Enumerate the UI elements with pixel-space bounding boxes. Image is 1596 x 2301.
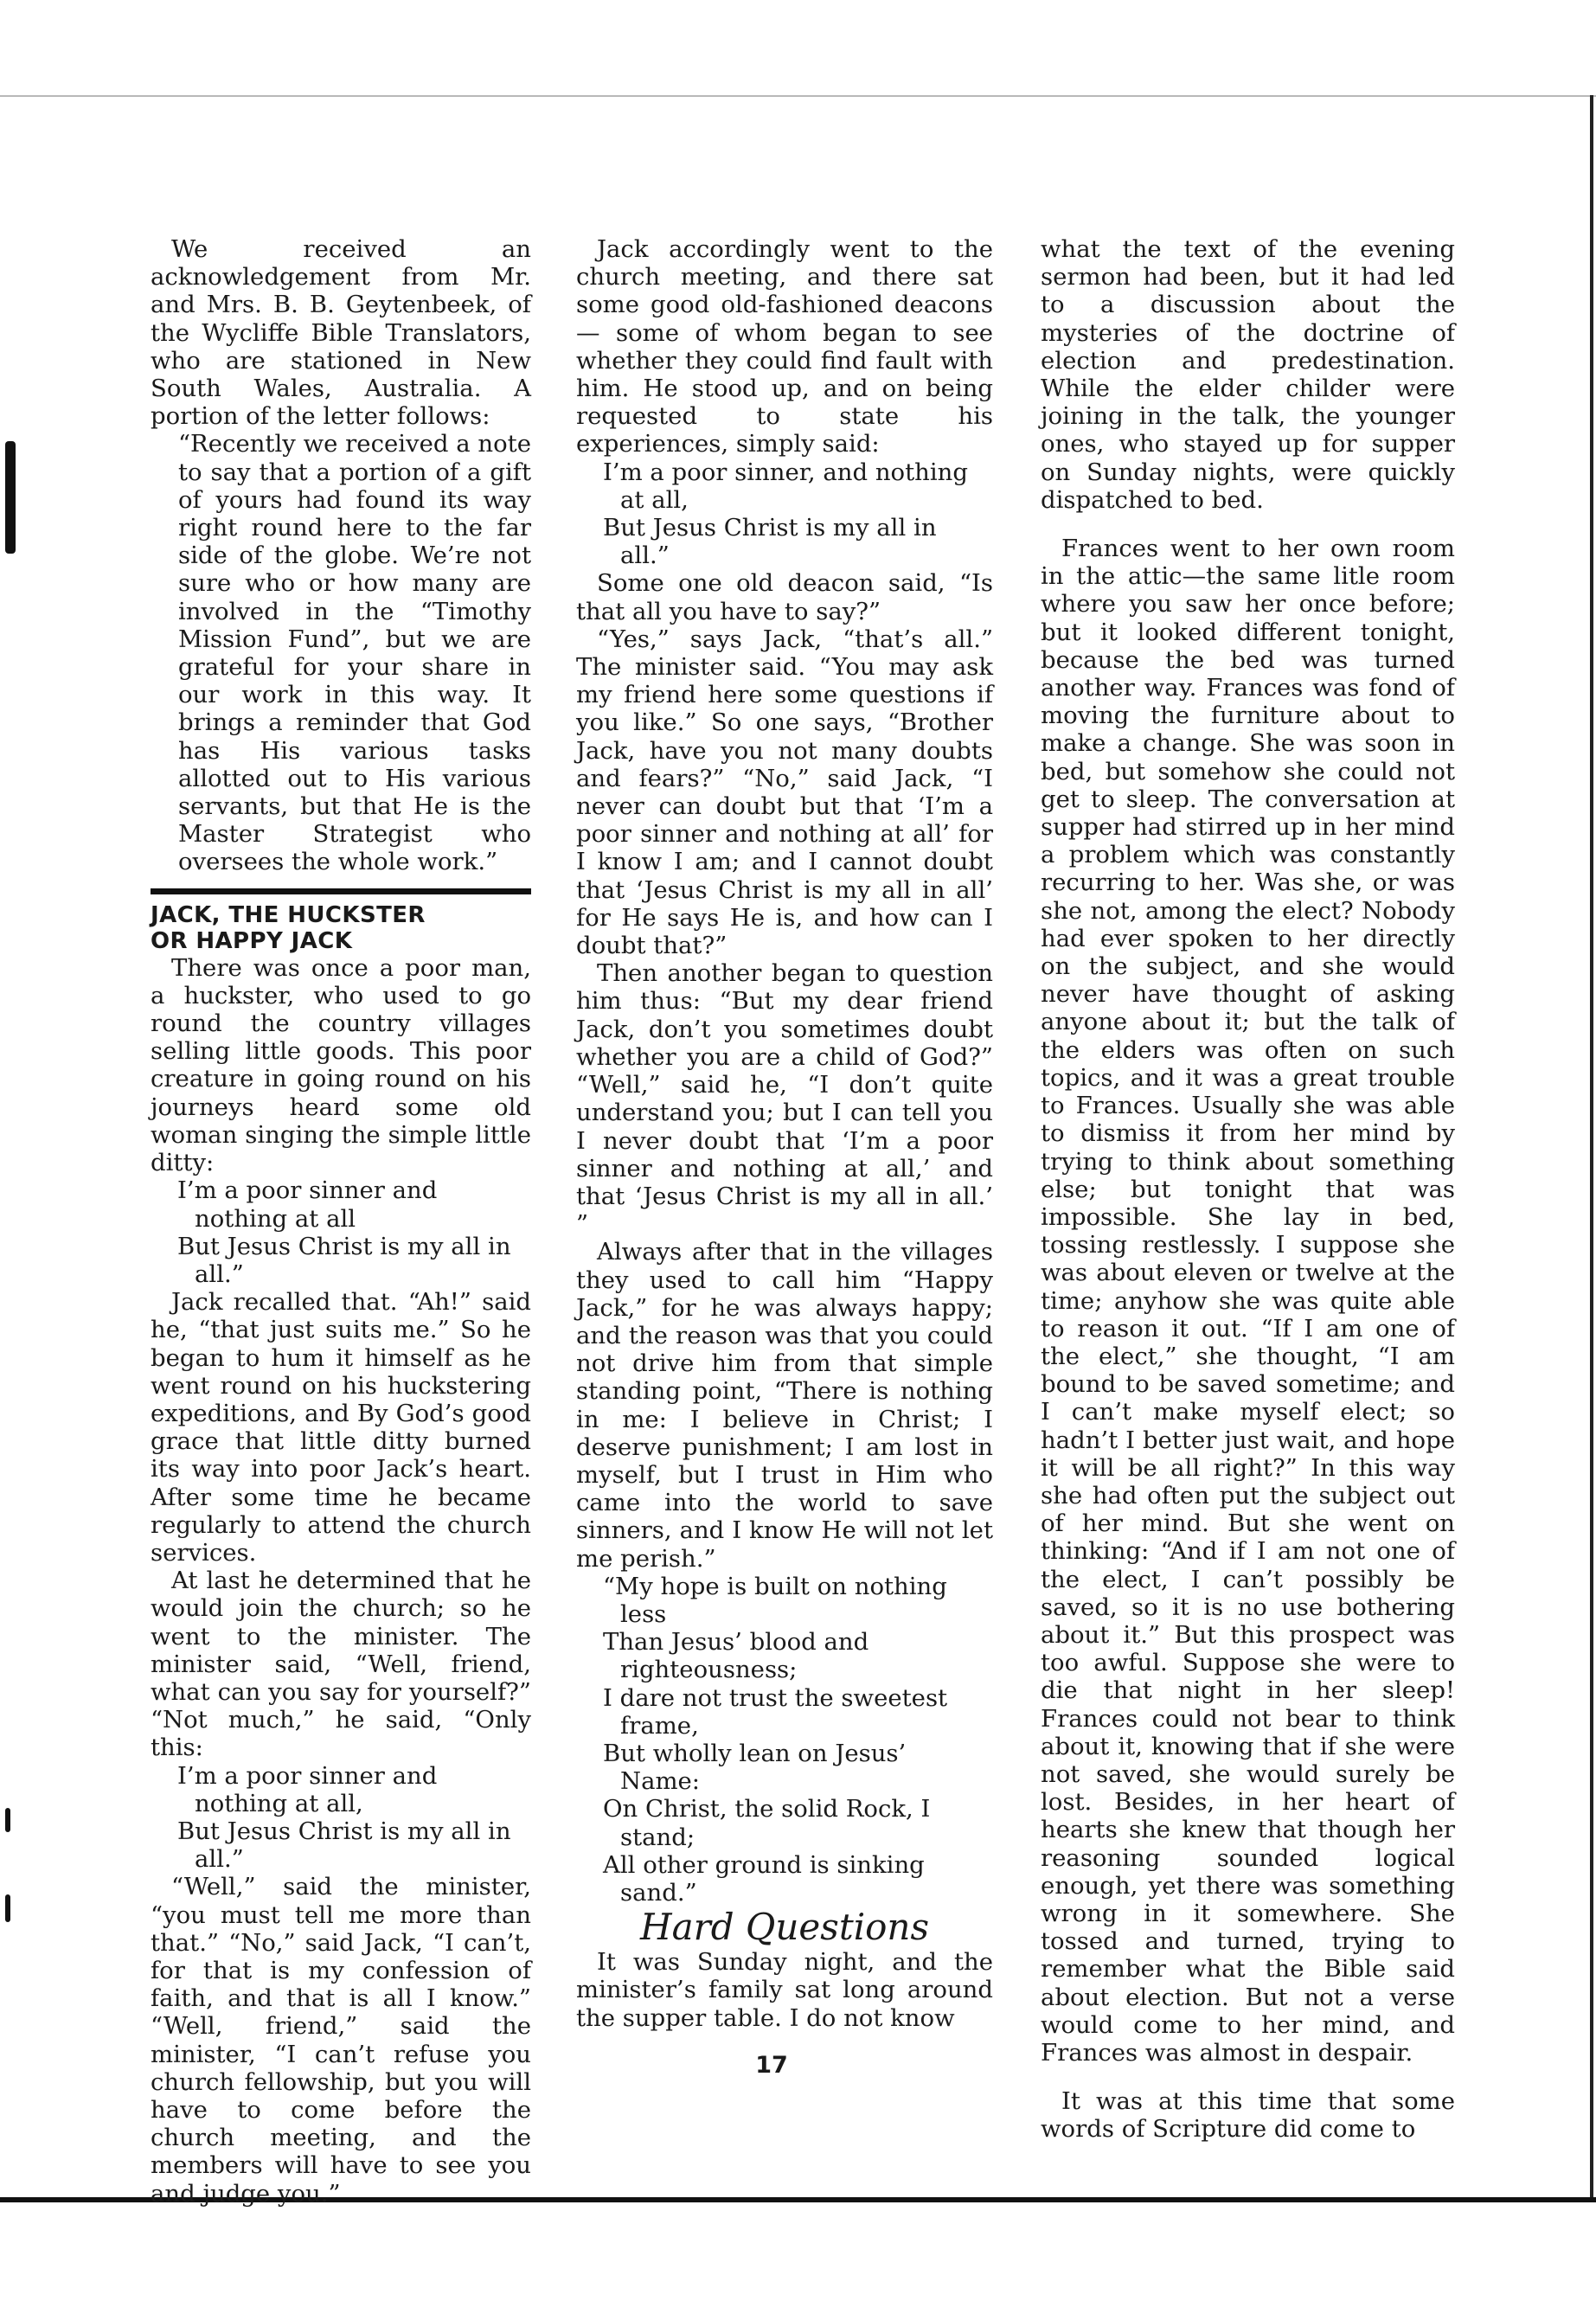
page-number: 17 — [755, 2052, 788, 2079]
story-paragraph: Jack recalled that. “Ah!” said he, “that just suits me.” So he began to hum it himself as he went round on his huckstering expeditions, and By God’s good grace that little ditty burned its way into poor Jack’s heart. After some time he became regularly to attend the church services. — [151, 1288, 531, 1567]
story-paragraph: “Well,” said the minister, “you must tell me more than that.” “No,” said Jack, “I can’t, for that is my confession of faith, and that is all I know.” “Well, friend,” said the minister, “I can’t refuse you church fellowship, but you will have to come before the church meeting, and the members will have to see you and judge you.” — [151, 1873, 531, 2208]
column-2 — [576, 235, 993, 2032]
story-paragraph: Frances went to her own room in the attic—the same litle room where you saw her once before; but it looked different tonight, because the bed was turned another way. Frances was fond of moving the furniture about to make a change. She was soon in bed, but somehow she could not get to sleep. The conversation at supper had stirred up in her mind a problem which was constantly recurring to her. Was she, or was she not, among the elect? Nobody had ever spoken to her directly on the subject, and she would never have thought of asking anyone about it; but the talk of the elders was often on such topics, and it was a great trouble to Frances. Usually she was able to dismiss it from her mind by trying to think about something else; but tonight that was impossible. She lay in bed, tossing restlessly. I suppose she was about eleven or twelve at the time; anyhow she was quite able to reason it out. “If I am one of the elect,” she thought, “I am bound to be saved sometime; and I can’t make myself elect; so hadn’t I better just wait, and hope it will be all right?” In this way she had often put the subject out of her mind. But she went on thinking: “And if I am not one of the elect, I can’t possibly be saved, so it is no use bothering about it.” But this prospect was too awful. Suppose she were to die that night in her sleep! Frances could not bear to think about it, knowing that if she were not saved, she would surely be lost. Besides, in her heart of hearts she knew that though her reasoning sounded logical enough, yet there was something wrong in it somewhere. She tossed and turned, trying to remember what the Bible said about election. But not a verse would come to her mind, and Frances was almost in despair. — [1041, 535, 1455, 2067]
article-heading-line-2: OR HAPPY JACK — [151, 927, 353, 954]
verse-line: I’m a poor sinner and nothing at all, — [177, 1761, 438, 1817]
verse-line: But Jesus Christ is my all in all.” — [177, 1232, 511, 1288]
verse-line: I’m a poor sinner, and nothing at all, — [603, 458, 968, 514]
story-paragraph: Jack accordingly went to the church meeting, and there sat some good old-fashioned deacons — some of whom began to see whether they could find fault with him. He stood up, and on being requested to state his experiences, simply said: — [576, 235, 993, 458]
verse-line: But Jesus Christ is my all in all.” — [603, 514, 937, 570]
story-paragraph: Some one old deacon said, “Is that all you have to say?” — [576, 569, 993, 625]
story-paragraph: “Yes,” says Jack, “that’s all.” The minister said. “You may ask my friend here some questions if you like.” So one says, “Brother Jack, have you not many doubts and fears?” “No,” said Jack, “I never can doubt but that ‘I’m a poor sinner and nothing at all’ for I know I am; and I cannot doubt that ‘Jesus Christ is my all in all’ for He says He is, and how can I doubt that?” — [576, 625, 993, 960]
binding-mark — [5, 1808, 10, 1832]
column-1 — [151, 235, 531, 2208]
page-right-border — [1590, 95, 1593, 2202]
story-paragraph: It was Sunday night, and the minister’s family sat long around the supper table. I do not know — [576, 1948, 993, 2032]
story-paragraph: There was once a poor man, a huckster, who used to go round the country villages selling little goods. This poor creature in going round on his journeys heard some old woman singing the simple little ditty: — [151, 953, 531, 1177]
hymn-line: “My hope is built on nothing less — [603, 1572, 947, 1628]
verse-line: But Jesus Christ is my all in all.” — [177, 1817, 511, 1874]
ditty-verse — [151, 1762, 531, 1874]
hymn-line: But wholly lean on Jesus’ Name: — [603, 1739, 907, 1796]
column-3 — [1041, 235, 1455, 2144]
hymn-verse — [576, 1573, 993, 1907]
story-paragraph: Then another began to question him thus: “But my dear friend Jack, don’t you sometimes doubt whether you are a child of God?” “Well,” said he, “I don’t quite understand you; but I can tell you I never doubt that ‘I’m a poor sinner and nothing at all,’ and that ‘Jesus Christ is my all in all.’ ” — [576, 959, 993, 1239]
binding-mark — [5, 1894, 10, 1922]
article-heading-line-1: JACK, THE HUCKSTER — [151, 901, 426, 928]
story-paragraph: It was at this time that some words of Scripture did come to — [1041, 2087, 1455, 2144]
letter-quote: “Recently we received a note to say that a portion of a gift of yours had found its way right round here to the far side of the globe. We’re not sure who or how many are involved in the “Timothy Mission Fund”, but we are grateful for your share in our work in this way. It brings a reminder that God has His various tasks allotted out to His various servants, but that He is the Master Strategist who oversees the whole work.” — [178, 430, 531, 876]
story-title: Hard Questions — [639, 1906, 930, 1949]
hymn-line: All other ground is sinking sand.” — [603, 1850, 925, 1907]
hymn-line: I dare not trust the sweetest frame, — [603, 1683, 948, 1740]
hymn-line: Than Jesus’ blood and righteousness; — [603, 1628, 869, 1684]
story-paragraph: At last he determined that he would join the church; so he went to the minister. The minister said, “Well, friend, what can you say for yourself?” “Not much,” he said, “Only this: — [151, 1567, 531, 1762]
verse-line: I’m a poor sinner and nothing at all — [177, 1176, 438, 1233]
ditty-verse — [576, 458, 993, 570]
hymn-line: On Christ, the solid Rock, I stand; — [603, 1795, 931, 1851]
page-top-border — [0, 95, 1596, 97]
binding-mark — [5, 441, 16, 554]
ditty-verse — [151, 1176, 531, 1288]
story-paragraph: what the text of the evening sermon had been, but it had led to a discussion about the mysteries of the doctrine of election and predestination. While the elder childer were joining in the talk, the younger ones, who stayed up for supper on Sunday nights, were quickly dispatched to bed. — [1041, 235, 1455, 514]
section-divider — [151, 888, 531, 894]
acknowledgement-paragraph: We received an acknowledgement from Mr. and Mrs. B. B. Geytenbeek, of the Wycliffe Bible Translators, who are stationed in New South Wales, Australia. A portion of the letter follows: — [151, 235, 531, 431]
story-paragraph: Always after that in the villages they used to call him “Happy Jack,” for he was always happy; and the reason was that you could not drive him from that simple standing point, “There is nothing in me: I believe in Christ; I deserve punishment; I am lost in myself, but I trust in Him who came into the world to save sinners, and I know He will not let me perish.” — [576, 1238, 993, 1573]
